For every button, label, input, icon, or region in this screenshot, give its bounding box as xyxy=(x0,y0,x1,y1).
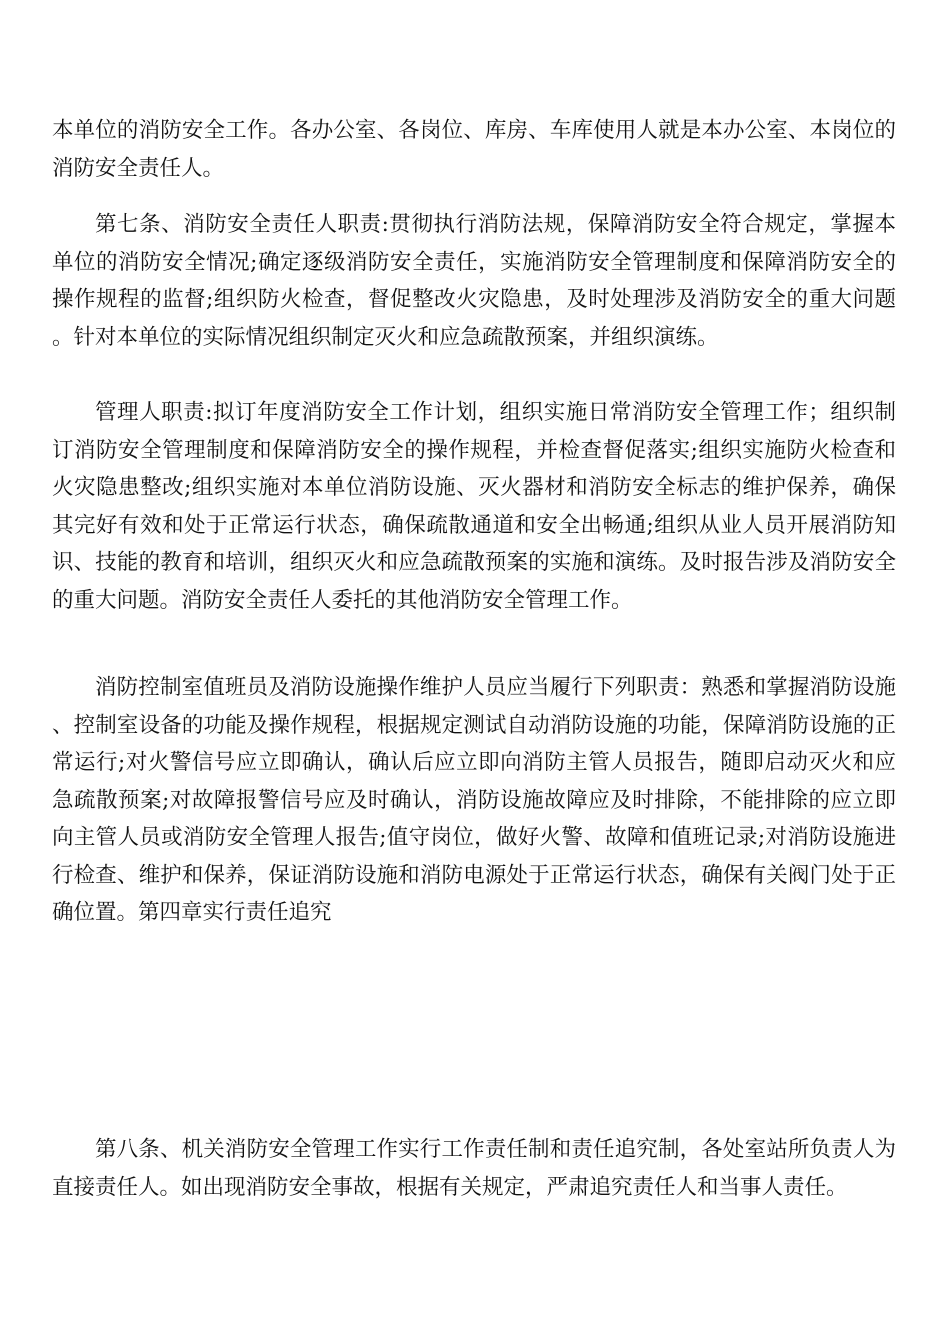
paragraph-control-room-duties: 消防控制室值班员及消防设施操作维护人员应当履行下列职责：熟悉和掌握消防设施、控制室设备的功能及操作规程，根据规定测试自动消防设施的功能，保障消防设施的正常运行;对火警信号应立即确认，确认后应立即向消防主管人员报告，随即启动灭火和应急疏散预案;对故障报警信号应及时确认，消防设施故障应及时排除，不能排除的应立即向主管人员或消防安全管理人报告;值守岗位，做好火警、故障和值班记录;对消防设施进行检查、维护和保养，保证消防设施和消防电源处于正常运行状态，确保有关阀门处于正确位置。第四章实行责任追究 xyxy=(52,675,896,925)
paragraph-continued: 本单位的消防安全工作。各办公室、各岗位、库房、车库使用人就是本办公室、本岗位的消防安全责任人。 xyxy=(52,118,896,181)
paragraph-article-7: 第七条、消防安全责任人职责:贯彻执行消防法规，保障消防安全符合规定，掌握本单位的消防安全情况;确定逐级消防安全责任，实施消防安全管理制度和保障消防安全的操作规程的监督;组织防火检查，督促整改火灾隐患，及时处理涉及消防安全的重大问题。针对本单位的实际情况组织制定灭火和应急疏散预案，并组织演练。 xyxy=(52,212,896,350)
paragraph-manager-duties: 管理人职责:拟订年度消防安全工作计划，组织实施日常消防安全管理工作；组织制订消防安全管理制度和保障消防安全的操作规程，并检查督促落实;组织实施防火检查和火灾隐患整改;组织实施对本单位消防设施、灭火器材和消防安全标志的维护保养，确保其完好有效和处于正常运行状态，确保疏散通道和安全出畅通;组织从业人员开展消防知识、技能的教育和培训，组织灭火和应急疏散预案的实施和演练。及时报告涉及消防安全的重大问题。消防安全责任人委托的其他消防安全管理工作。 xyxy=(52,400,896,613)
paragraph-article-8: 第八条、机关消防安全管理工作实行工作责任制和责任追究制，各处室站所负责人为直接责任人。如出现消防安全事故，根据有关规定，严肃追究责任人和当事人责任。 xyxy=(52,1137,896,1200)
